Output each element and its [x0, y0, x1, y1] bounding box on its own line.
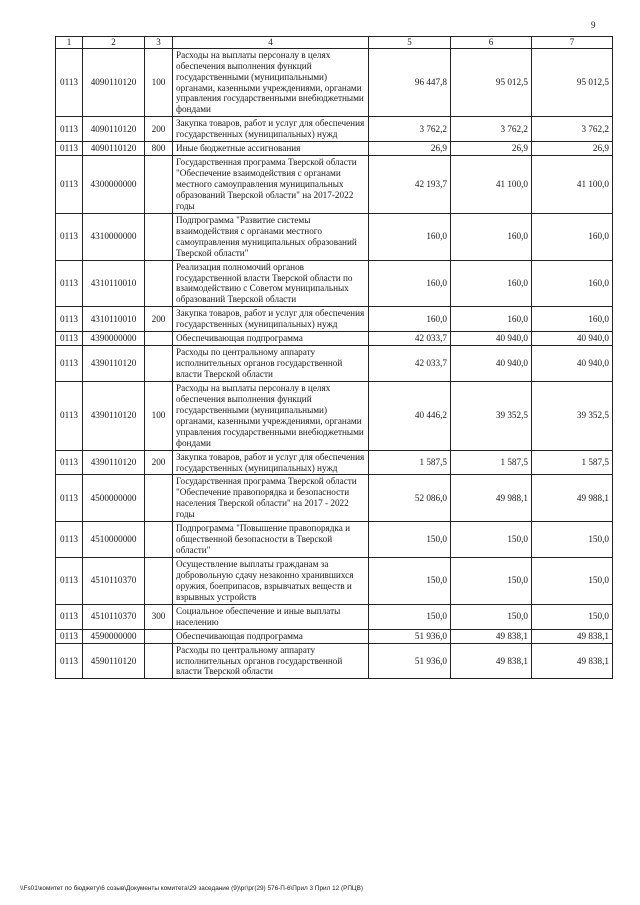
- description-cell: Закупка товаров, работ и услуг для обеспечения государственных (муниципальных) нужд: [173, 450, 369, 475]
- amount-col7-cell: 41 100,0: [532, 156, 613, 214]
- file-path-footer: \\Fs01\комитет по бюджету\6 созыв\Документы комитета\29 заседание (9)\рг\рг(29) 576-П-6\Прил 3 Прил 12 (РПЦВ): [20, 885, 364, 892]
- table-row: [56, 117, 613, 142]
- header-cell: 3: [145, 37, 173, 49]
- amount-col6-cell: 49 838,1: [451, 629, 532, 643]
- table-row: [56, 156, 613, 214]
- amount-col5-cell: 26,9: [369, 142, 451, 156]
- table-row: [56, 260, 613, 307]
- amount-col7-cell: 160,0: [532, 213, 613, 260]
- amount-col5-cell: 150,0: [369, 558, 451, 605]
- section-code-cell: 0113: [56, 142, 83, 156]
- amount-col6-cell: 150,0: [451, 522, 532, 558]
- section-code-cell: 0113: [56, 604, 83, 629]
- section-code-cell: 0113: [56, 260, 83, 307]
- amount-col7-cell: 49 838,1: [532, 629, 613, 643]
- table-row: [56, 381, 613, 450]
- target-item-cell: 4590000000: [83, 629, 145, 643]
- amount-col7-cell: 49 838,1: [532, 643, 613, 679]
- target-item-cell: 4090110120: [83, 142, 145, 156]
- amount-col5-cell: 150,0: [369, 522, 451, 558]
- section-code-cell: 0113: [56, 450, 83, 475]
- expense-type-cell: [145, 346, 173, 382]
- target-item-cell: 4310000000: [83, 213, 145, 260]
- description-cell: Расходы по центральному аппарату исполнительных органов государственной власти Тверской области: [173, 643, 369, 679]
- target-item-cell: 4390000000: [83, 332, 145, 346]
- section-code-cell: 0113: [56, 213, 83, 260]
- amount-col6-cell: 39 352,5: [451, 381, 532, 450]
- amount-col5-cell: 42 033,7: [369, 346, 451, 382]
- description-cell: Подпрограмма "Развитие системы взаимодействия с органами местного самоуправления муниципальных образований Тверской области": [173, 213, 369, 260]
- amount-col5-cell: 160,0: [369, 307, 451, 332]
- target-item-cell: 4590110120: [83, 643, 145, 679]
- target-item-cell: 4390110120: [83, 346, 145, 382]
- description-cell: Расходы на выплаты персоналу в целях обеспечения выполнения функций государственными (муниципальными) органами, казенными учреждениями, органами управления государственными внебюджетными фондами: [173, 48, 369, 117]
- amount-col5-cell: 96 447,8: [369, 48, 451, 117]
- amount-col7-cell: 40 940,0: [532, 346, 613, 382]
- expense-type-cell: [145, 156, 173, 214]
- target-item-cell: 4510000000: [83, 522, 145, 558]
- section-code-cell: 0113: [56, 643, 83, 679]
- header-cell: 7: [532, 37, 613, 49]
- table-row: [56, 643, 613, 679]
- target-item-cell: 4310110010: [83, 260, 145, 307]
- amount-col6-cell: 26,9: [451, 142, 532, 156]
- section-code-cell: 0113: [56, 381, 83, 450]
- target-item-cell: 4510110370: [83, 604, 145, 629]
- table-row: [56, 475, 613, 522]
- expense-type-cell: 200: [145, 117, 173, 142]
- budget-table: [55, 36, 613, 679]
- target-item-cell: 4390110120: [83, 450, 145, 475]
- section-code-cell: 0113: [56, 522, 83, 558]
- amount-col5-cell: 150,0: [369, 604, 451, 629]
- amount-col6-cell: 150,0: [451, 604, 532, 629]
- expense-type-cell: [145, 558, 173, 605]
- table-row: [56, 142, 613, 156]
- section-code-cell: 0113: [56, 307, 83, 332]
- amount-col5-cell: 3 762,2: [369, 117, 451, 142]
- description-cell: Реализация полномочий органов государственной власти Тверской области по взаимодействию с Советом муниципальных образований Тверской области: [173, 260, 369, 307]
- description-cell: Обеспечивающая подпрограмма: [173, 332, 369, 346]
- description-cell: Расходы по центральному аппарату исполнительных органов государственной власти Тверской области: [173, 346, 369, 382]
- amount-col6-cell: 40 940,0: [451, 346, 532, 382]
- section-code-cell: 0113: [56, 346, 83, 382]
- amount-col7-cell: 26,9: [532, 142, 613, 156]
- amount-col7-cell: 160,0: [532, 307, 613, 332]
- target-item-cell: 4510110370: [83, 558, 145, 605]
- amount-col6-cell: 160,0: [451, 213, 532, 260]
- expense-type-cell: 200: [145, 307, 173, 332]
- amount-col6-cell: 49 838,1: [451, 643, 532, 679]
- description-cell: Государственная программа Тверской области "Обеспечение взаимодействия с органами местного самоуправления муниципальных образований Тверской области" на 2017-2022 годы: [173, 156, 369, 214]
- description-cell: Закупка товаров, работ и услуг для обеспечения государственных (муниципальных) нужд: [173, 307, 369, 332]
- table-row: [56, 604, 613, 629]
- section-code-cell: 0113: [56, 558, 83, 605]
- section-code-cell: 0113: [56, 48, 83, 117]
- amount-col5-cell: 42 193,7: [369, 156, 451, 214]
- amount-col7-cell: 95 012,5: [532, 48, 613, 117]
- expense-type-cell: [145, 213, 173, 260]
- table-row: [56, 522, 613, 558]
- header-cell: 4: [173, 37, 369, 49]
- amount-col6-cell: 41 100,0: [451, 156, 532, 214]
- target-item-cell: 4390110120: [83, 381, 145, 450]
- table-row: [56, 213, 613, 260]
- target-item-cell: 4300000000: [83, 156, 145, 214]
- section-code-cell: 0113: [56, 475, 83, 522]
- expense-type-cell: 800: [145, 142, 173, 156]
- amount-col5-cell: 1 587,5: [369, 450, 451, 475]
- amount-col7-cell: 49 988,1: [532, 475, 613, 522]
- table-row: [56, 307, 613, 332]
- amount-col7-cell: 150,0: [532, 558, 613, 605]
- target-item-cell: 4090110120: [83, 48, 145, 117]
- description-cell: Расходы на выплаты персоналу в целях обеспечения выполнения функций государственными (муниципальными) органами, казенными учреждениями, органами управления государственными внебюджетными фондами: [173, 381, 369, 450]
- header-cell: 1: [56, 37, 83, 49]
- amount-col6-cell: 3 762,2: [451, 117, 532, 142]
- header-cell: 2: [83, 37, 145, 49]
- description-cell: Обеспечивающая подпрограмма: [173, 629, 369, 643]
- expense-type-cell: 200: [145, 450, 173, 475]
- header-cell: 5: [369, 37, 451, 49]
- amount-col5-cell: 160,0: [369, 260, 451, 307]
- expense-type-cell: [145, 629, 173, 643]
- amount-col5-cell: 160,0: [369, 213, 451, 260]
- section-code-cell: 0113: [56, 629, 83, 643]
- description-cell: Подпрограмма "Повышение правопорядка и общественной безопасности в Тверской области": [173, 522, 369, 558]
- amount-col5-cell: 51 936,0: [369, 629, 451, 643]
- header-cell: 6: [451, 37, 532, 49]
- section-code-cell: 0113: [56, 332, 83, 346]
- section-code-cell: 0113: [56, 156, 83, 214]
- description-cell: Иные бюджетные ассигнования: [173, 142, 369, 156]
- amount-col7-cell: 3 762,2: [532, 117, 613, 142]
- expense-type-cell: [145, 475, 173, 522]
- amount-col5-cell: 40 446,2: [369, 381, 451, 450]
- amount-col6-cell: 49 988,1: [451, 475, 532, 522]
- amount-col7-cell: 40 940,0: [532, 332, 613, 346]
- table-body: [56, 48, 613, 679]
- expense-type-cell: [145, 332, 173, 346]
- expense-type-cell: [145, 260, 173, 307]
- target-item-cell: 4310110010: [83, 307, 145, 332]
- amount-col7-cell: 150,0: [532, 522, 613, 558]
- description-cell: Социальное обеспечение и иные выплаты населению: [173, 604, 369, 629]
- page-number: 9: [591, 20, 596, 30]
- table-row: [56, 450, 613, 475]
- amount-col6-cell: 1 587,5: [451, 450, 532, 475]
- amount-col6-cell: 160,0: [451, 307, 532, 332]
- amount-col6-cell: 95 012,5: [451, 48, 532, 117]
- expense-type-cell: 300: [145, 604, 173, 629]
- section-code-cell: 0113: [56, 117, 83, 142]
- amount-col6-cell: 40 940,0: [451, 332, 532, 346]
- target-item-cell: 4500000000: [83, 475, 145, 522]
- expense-type-cell: 100: [145, 381, 173, 450]
- amount-col7-cell: 39 352,5: [532, 381, 613, 450]
- table-row: [56, 332, 613, 346]
- expense-type-cell: 100: [145, 48, 173, 117]
- amount-col6-cell: 150,0: [451, 558, 532, 605]
- table-row: [56, 558, 613, 605]
- amount-col7-cell: 150,0: [532, 604, 613, 629]
- expense-type-cell: [145, 643, 173, 679]
- description-cell: Государственная программа Тверской области "Обеспечение правопорядка и безопасности населения Тверской области" на 2017 - 2022 годы: [173, 475, 369, 522]
- table-row: [56, 346, 613, 382]
- amount-col5-cell: 42 033,7: [369, 332, 451, 346]
- amount-col7-cell: 1 587,5: [532, 450, 613, 475]
- expense-type-cell: [145, 522, 173, 558]
- amount-col7-cell: 160,0: [532, 260, 613, 307]
- amount-col5-cell: 52 086,0: [369, 475, 451, 522]
- table-row: [56, 629, 613, 643]
- amount-col6-cell: 160,0: [451, 260, 532, 307]
- target-item-cell: 4090110120: [83, 117, 145, 142]
- table-row: [56, 48, 613, 117]
- description-cell: Осуществление выплаты гражданам за добровольную сдачу незаконно хранившихся оружия, боеприпасов, взрывчатых веществ и взрывных устройств: [173, 558, 369, 605]
- amount-col5-cell: 51 936,0: [369, 643, 451, 679]
- description-cell: Закупка товаров, работ и услуг для обеспечения государственных (муниципальных) нужд: [173, 117, 369, 142]
- table-header-row: [56, 37, 613, 49]
